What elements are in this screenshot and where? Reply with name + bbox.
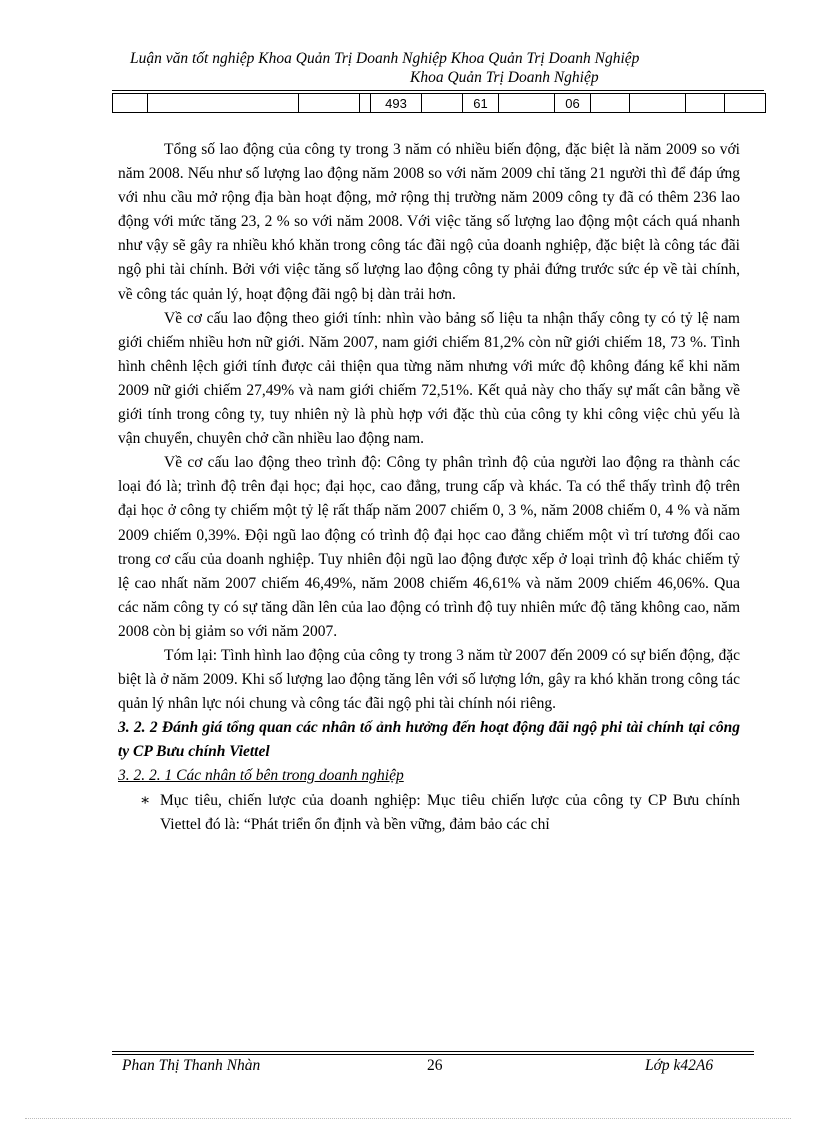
page-number: 26 [427, 1057, 443, 1074]
section-heading: 3. 2. 2 Đánh giá tổng quan các nhân tố ảnh hưởng đến hoạt động đãi ngộ phi tài chính tại công ty CP Bưu chính Viettel [118, 719, 740, 761]
paragraph-summary: Tóm lại: Tình hình lao động của công ty trong 3 năm từ 2007 đến 2009 có sự biến động, đặc biệt là ở năm 2009. Khi số lượng lao động tăng lên với số lượng lớn, gây ra khó khăn trong công tác quản lý nhân lực nói chung và công tác đãi ngộ phi tài chính nói riêng. [118, 646, 740, 713]
table-cell [499, 94, 555, 113]
table-cell: 06 [555, 94, 591, 113]
footer-author: Phan Thị Thanh Nhàn [122, 1057, 261, 1074]
list-item [118, 789, 740, 837]
table-cell [148, 94, 299, 113]
table-cell [299, 94, 360, 113]
table-cell [686, 94, 725, 113]
table-row [113, 94, 766, 113]
paragraph-labor-gender: Về cơ cấu lao động theo giới tính: nhìn vào bảng số liệu ta nhận thấy công ty có tỷ lệ nam giới chiếm nhiều hơn nữ giới. Năm 2007, nam giới chiếm 81,2% còn nữ giới chiếm 18, 73 %. Tình hình chênh lệch giới tính được cải thiện qua từng năm nhưng với mức độ không đáng kể khi năm 2009 nữ giới chiếm 27,49% và nam giới chiếm 72,51%. Kết quả này cho thấy sự mất cân bằng về giới tính trong công ty, tuy nhiên nỳ là phù hợp với đặc thù của công ty khi công việc chủ yếu là vận chuyển, chuyên chở cần nhiều lao động nam. [118, 309, 740, 448]
body-content [118, 138, 740, 837]
header-divider [112, 90, 764, 91]
running-header-line2: Khoa Quản Trị Doanh Nghiệp [410, 69, 599, 86]
table-cell [630, 94, 686, 113]
running-header-line1: Luận văn tốt nghiệp Khoa Quản Trị Doanh Nghiệp Khoa Quản Trị Doanh Nghiệp [130, 50, 640, 67]
table-cell: 61 [463, 94, 499, 113]
paragraph-labor-total: Tổng số lao động của công ty trong 3 năm có nhiều biến động, đặc biệt là năm 2009 so với năm 2008. Nếu như số lượng lao động năm 2008 so với năm 2009 chỉ tăng 21 người thì để đáp ứng với nhu cầu mở rộng địa bàn hoạt động, mở rộng thị trường năm 2009 công ty đã có thêm 236 lao động với mức tăng 23, 2 % so với năm 2008. Với việc tăng số lượng lao động một cách quá nhanh như vậy sẽ gây ra nhiều khó khăn trong công tác đãi ngộ của doanh nghiệp, đặc biệt là công tác đãi ngộ phi tài chính. Bởi với việc tăng số lượng lao động công ty phải đứng trước sức ép về tài chính, về công tác quản lý, hoạt động đãi ngộ bị dàn trải hơn. [118, 141, 740, 303]
table-cell: 493 [371, 94, 422, 113]
footer-divider [112, 1054, 754, 1055]
footer-class: Lớp k42A6 [645, 1057, 714, 1074]
paragraph-labor-education: Về cơ cấu lao động theo trình độ: Công ty phân trình độ của người lao động ra thành các loại đó là; trình độ trên đại học; đại học, cao đẳng, trung cấp và khác. Ta có thể thấy trình độ trên đại học ở công ty chiếm một tỷ lệ rất thấp năm 2007 chiếm 0, 3 %, năm 2008 chiếm 0, 4 % và năm 2009 chiếm 0,39%. Đội ngũ lao động có trình độ đại học cao đẳng chiếm một vì trí tương đối cao trong cơ cấu của doanh nghiệp. Tuy nhiên đội ngũ lao động được xếp ở loại trình độ khác chiếm tỷ lệ cao nhất năm 2007 chiếm 46,49%, năm 2008 chiếm 46,61% và năm 2009 chiếm 46,06%. Qua các năm công ty có sự tăng dần lên của lao động có trình độ tuy nhiên mức độ tăng không cao, năm 2008 còn bị giảm so với năm 2007. [118, 454, 740, 640]
page-edge [25, 1118, 791, 1119]
subsection-heading: 3. 2. 2. 1 Các nhân tố bên trong doanh nghiệp [118, 767, 404, 785]
footer-divider [112, 1051, 754, 1052]
bullet-icon: ∗ [139, 791, 151, 809]
table-cell [360, 94, 371, 113]
data-table-fragment [112, 93, 766, 113]
table-cell [591, 94, 630, 113]
table-cell [725, 94, 766, 113]
table-cell [422, 94, 463, 113]
bullet-text: Mục tiêu, chiến lược của doanh nghiệp: Mục tiêu chiến lược của công ty CP Bưu chính Viettel đó là: “Phát triển ổn định và bền vững, đảm bảo các chỉ [160, 791, 740, 833]
table-cell [113, 94, 148, 113]
